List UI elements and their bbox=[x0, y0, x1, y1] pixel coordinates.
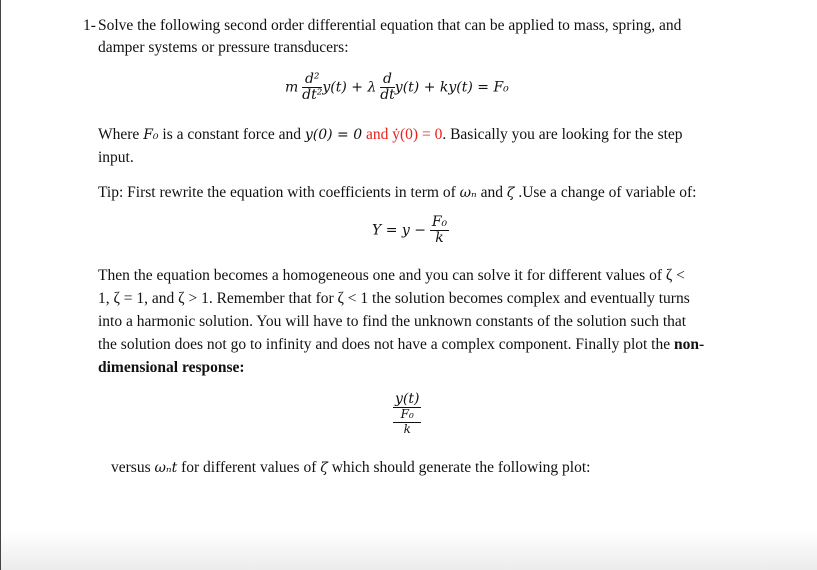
intro-line-1: Solve the following second order differential equation that can be applied to mass, spring, and bbox=[98, 17, 682, 34]
eq-term1: y(t) + λ bbox=[322, 79, 377, 96]
nondimensional-response bbox=[393, 392, 421, 436]
eq-dt: dt bbox=[380, 87, 395, 104]
eq-m: m bbox=[285, 79, 299, 96]
versus-mid: for different values of bbox=[177, 459, 321, 476]
para-l4-pre: the solution does not go to infinity and does not have a complex component. Finally plot the bbox=[98, 336, 674, 353]
tip-mid: and bbox=[476, 184, 507, 201]
page-left-border bbox=[0, 0, 1, 570]
eq-d: d bbox=[380, 72, 395, 88]
tip-post: .Use a change of variable of: bbox=[514, 184, 697, 201]
tip-zeta: ζ bbox=[506, 185, 515, 201]
change-of-variable bbox=[372, 215, 449, 247]
tip-wn: ωₙ bbox=[459, 185, 477, 201]
eq-term2: y(t) + ky(t) = F₀ bbox=[394, 79, 509, 96]
problem-number: 1- bbox=[83, 17, 96, 34]
para-line-1: Then the equation becomes a homogeneous one and you can solve it for different values of ζ < bbox=[98, 267, 685, 284]
where-f0: F₀ bbox=[143, 127, 159, 143]
page-bottom-shadow bbox=[1, 530, 817, 570]
differential-equation bbox=[285, 72, 509, 104]
initial-condition-2: and ẏ(0) = 0 bbox=[362, 126, 443, 143]
tip-line bbox=[98, 184, 696, 202]
response-num: y(t) bbox=[395, 391, 420, 407]
where-mid: is a constant force and bbox=[158, 126, 305, 143]
cov-lhs: Y = y − bbox=[372, 222, 426, 239]
eq-dt2: dt² bbox=[302, 87, 323, 104]
where-pre: Where bbox=[98, 126, 144, 143]
cov-num: F₀ bbox=[431, 214, 448, 230]
initial-condition-1: y(0) = 0 bbox=[304, 127, 363, 143]
tip-pre: Tip: First rewrite the equation with coefficients in term of bbox=[98, 184, 460, 201]
cov-den: k bbox=[435, 230, 444, 247]
para-line-5 bbox=[98, 359, 245, 377]
para-line-4 bbox=[98, 336, 704, 354]
versus-zeta: ζ bbox=[320, 460, 328, 476]
where-line-2: input. bbox=[98, 149, 134, 166]
where-post: . Basically you are looking for the step bbox=[442, 126, 683, 143]
para-line-2: 1, ζ = 1, and ζ > 1. Remember that for ζ < 1 the solution becomes complex and eventually turns bbox=[98, 290, 690, 307]
response-inner-num: F₀ bbox=[393, 408, 421, 422]
para-l5-bold: dimensional response: bbox=[98, 359, 245, 376]
versus-pre: versus bbox=[111, 459, 155, 476]
versus-post: which should generate the following plot: bbox=[327, 459, 591, 476]
para-line-3: into a harmonic solution. You will have to find the unknown constants of the solution such that bbox=[98, 313, 687, 330]
intro-line-2: damper systems or pressure transducers: bbox=[98, 39, 349, 56]
versus-wnt: ωₙt bbox=[154, 460, 178, 476]
para-l4-bold: non- bbox=[674, 336, 705, 353]
versus-line bbox=[111, 459, 590, 477]
where-line bbox=[98, 126, 683, 144]
eq-d2: d² bbox=[302, 72, 322, 88]
response-inner-den: k bbox=[403, 421, 411, 436]
